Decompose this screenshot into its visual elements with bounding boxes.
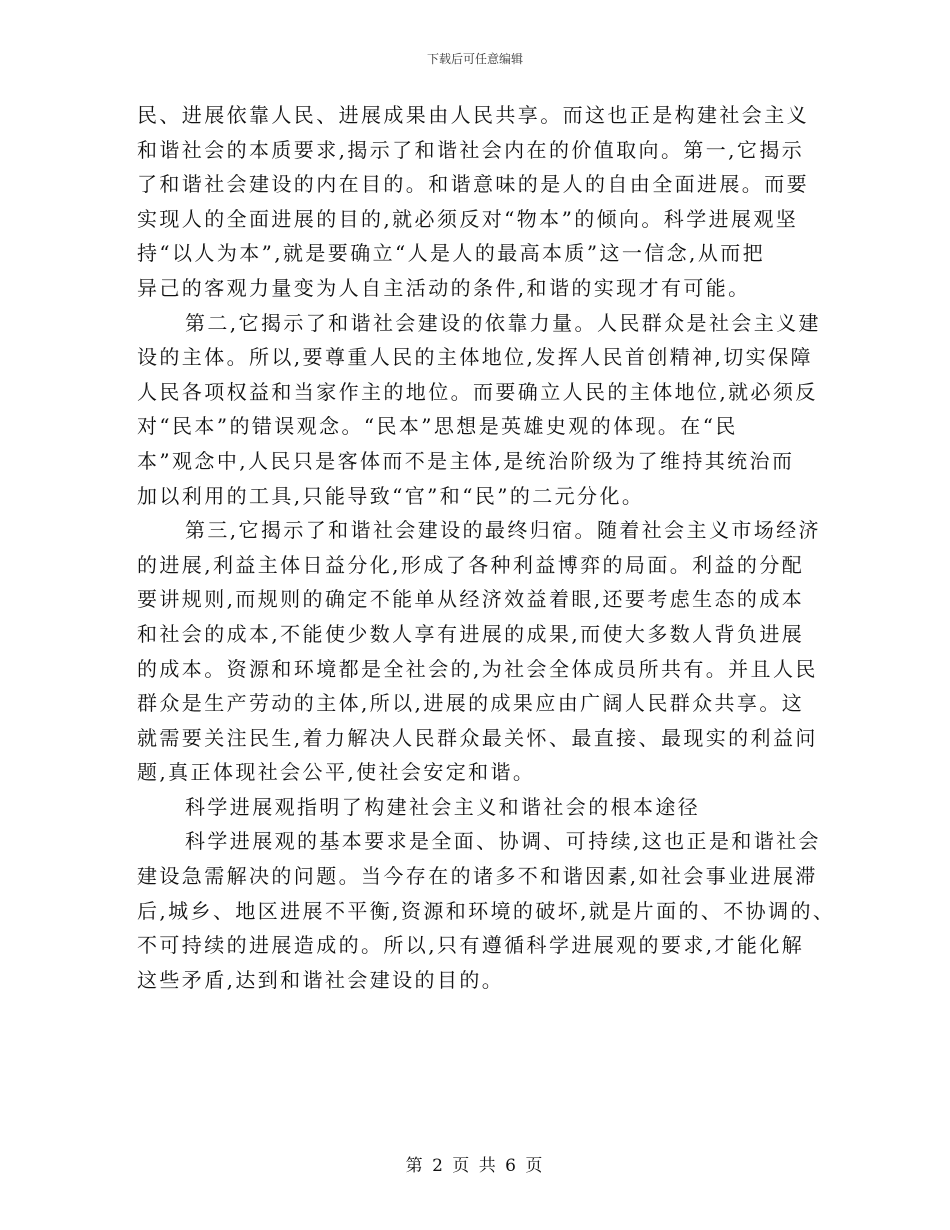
- text-line: 持“以人为本”,就是要确立“人是人的最高本质”这一信念,从而把: [137, 241, 766, 266]
- header-note: 下载后可任意编辑: [426, 52, 523, 66]
- text-line: 对“民本”的错误观念。“民本”思想是英雄史观的体现。在“民: [137, 414, 738, 439]
- paragraph-start-line: 科学进展观的基本要求是全面、协调、可持续,这也正是和谐社会: [185, 829, 821, 854]
- text-line: 建设急需解决的问题。当今存在的诸多不和谐因素,如社会事业进展滞: [137, 864, 818, 889]
- paragraph-start-line: 第三,它揭示了和谐社会建设的最终归宿。随着社会主义市场经济: [185, 518, 821, 543]
- text-line: 实现人的全面进展的目的,就必须反对“物本”的倾向。科学进展观坚: [137, 206, 799, 231]
- paragraph-start-line: 第二,它揭示了和谐社会建设的依靠力量。人民群众是社会主义建: [185, 310, 821, 335]
- text-line: 要讲规则,而规则的确定不能单从经济效益着眼,还要考虑生态的成本: [137, 587, 805, 612]
- text-line: 民、进展依靠人民、进展成果由人民共享。而这也正是构建社会主义: [137, 103, 809, 127]
- text-line: 后,城乡、地区进展不平衡,资源和环境的破坏,就是片面的、不协调的、: [137, 898, 836, 923]
- text-line: 和谐社会的本质要求,揭示了和谐社会内在的价值取向。第一,它揭示: [137, 137, 805, 162]
- text-line: 群众是生产劳动的主体,所以,进展的成果应由广阔人民群众共享。这: [137, 691, 805, 716]
- text-line: 这些矛盾,达到和谐社会建设的目的。: [137, 967, 505, 992]
- text-line: 不可持续的进展造成的。所以,只有遵循科学进展观的要求,才能化解: [137, 933, 805, 958]
- text-line: 加以利用的工具,只能导致“官”和“民”的二元分化。: [137, 483, 645, 508]
- text-line: 本”观念中,人民只是客体而不是主体,是统治阶级为了维持其统治而: [137, 448, 795, 473]
- text-line: 题,真正体现社会公平,使社会安定和谐。: [137, 760, 536, 785]
- document-body: [137, 98, 837, 997]
- text-line: 就需要关注民生,着力解决人民群众最关怀、最直接、最现实的利益问: [137, 725, 818, 750]
- text-line: 的成本。资源和环境都是全社会的,为社会全体成员所共有。并且人民: [137, 656, 818, 681]
- page-number-footer: 第 2 页 共 6 页: [405, 1156, 545, 1176]
- text-line: 人民各项权益和当家作主的地位。而要确立人民的主体地位,就必须反: [137, 379, 818, 404]
- text-line: 设的主体。所以,要尊重人民的主体地位,发挥人民首创精神,切实保障: [137, 345, 813, 370]
- text-line: 和社会的成本,不能使少数人享有进展的成果,而使大多数人背负进展: [137, 621, 805, 646]
- text-line: 的进展,利益主体日益分化,形成了各种利益博弈的局面。利益的分配: [137, 552, 805, 577]
- text-line: 异己的客观力量变为人自主活动的条件,和谐的实现才有可能。: [137, 275, 751, 300]
- text-line: 了和谐社会建设的内在目的。和谐意味的是人的自由全面进展。而要: [137, 172, 809, 197]
- section-heading: 科学进展观指明了构建社会主义和谐社会的根本途径: [185, 794, 701, 819]
